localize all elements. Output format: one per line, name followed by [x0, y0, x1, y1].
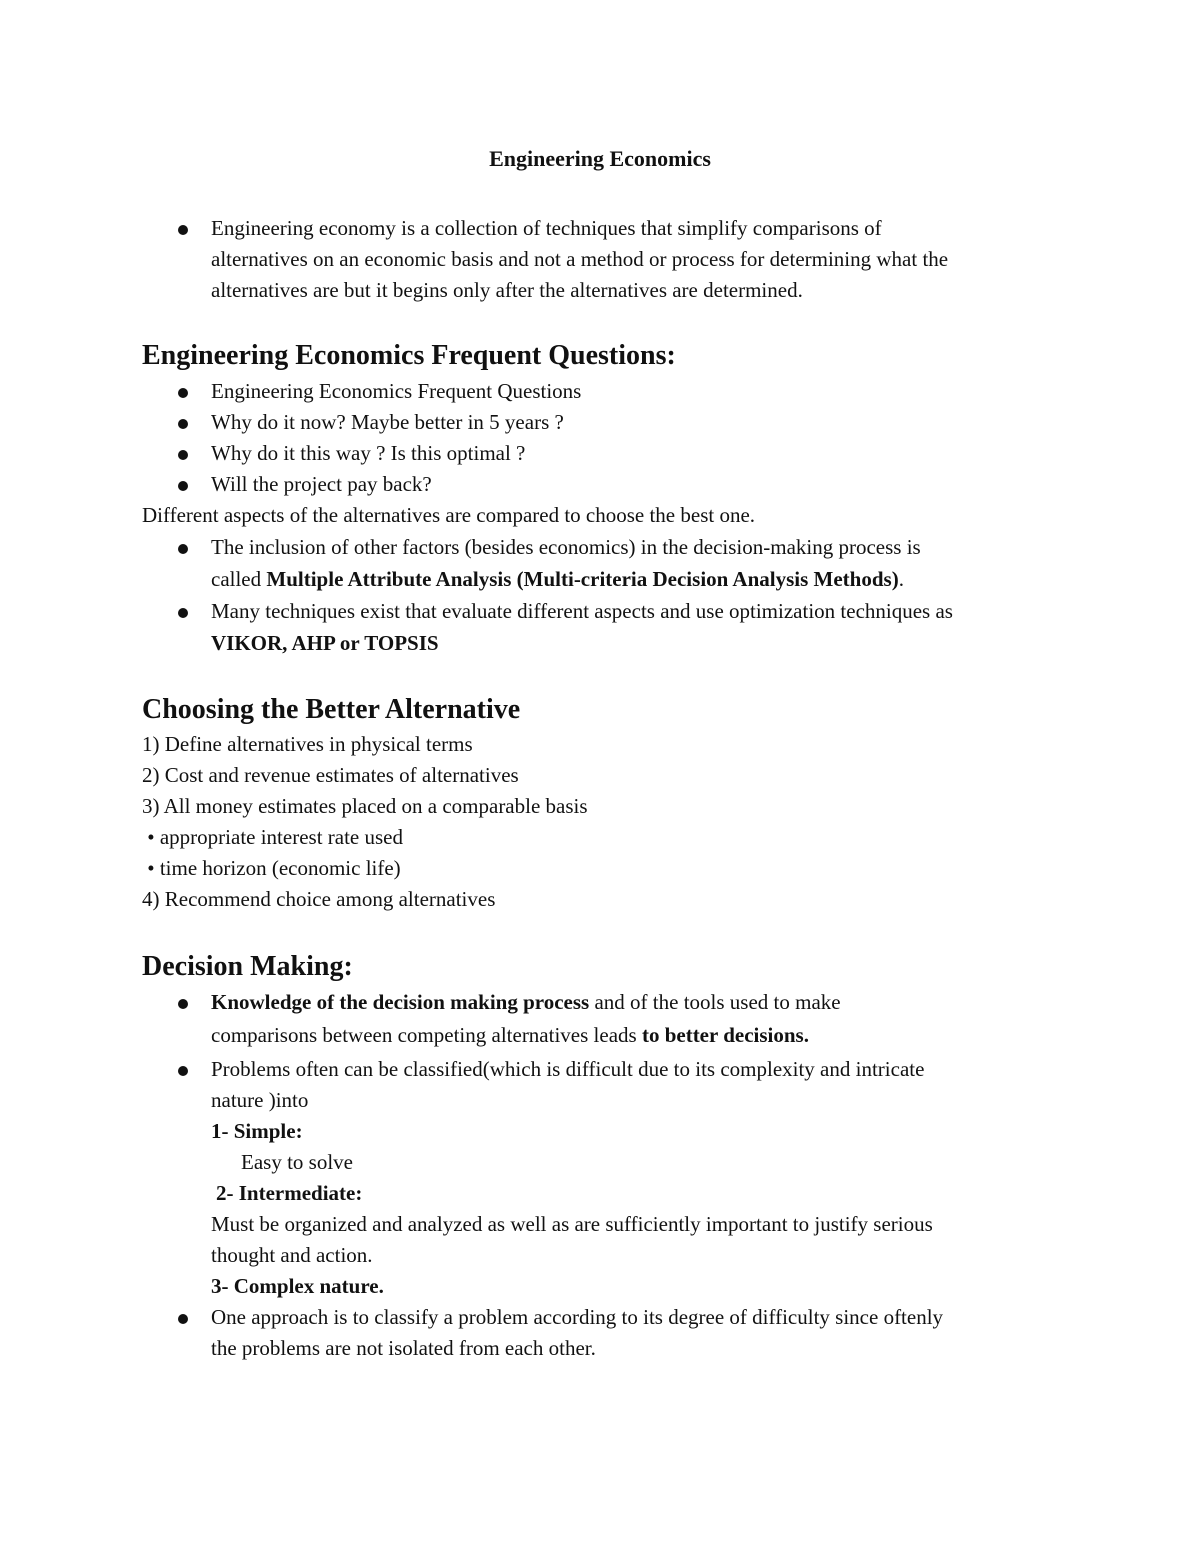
mcda-suffix: .	[898, 567, 904, 591]
faq-heading: Engineering Economics Frequent Questions:	[142, 340, 676, 371]
simple-desc: Easy to solve	[241, 1150, 353, 1174]
mcda-prefix: called	[211, 567, 267, 591]
intermediate-line-1: Must be organized and analyzed as well as are sufficiently important to justify serious	[211, 1212, 933, 1236]
knowledge-line-1	[211, 987, 841, 1018]
choosing-step: 2) Cost and revenue estimates of alternatives	[142, 763, 519, 787]
decision-heading: Decision Making:	[142, 951, 353, 982]
intro-line-3: alternatives are but it begins only after the alternatives are determined.	[211, 278, 803, 302]
knowledge-bold: Knowledge of the decision making process	[211, 990, 590, 1014]
knowledge-line2-bold: to better decisions.	[641, 1023, 809, 1047]
document-title: Engineering Economics	[489, 146, 711, 171]
problems-line-2: nature )into	[211, 1088, 309, 1112]
bullet-icon	[178, 419, 188, 429]
techniques-line-1: Many techniques exist that evaluate different aspects and use optimization techniques as	[211, 599, 953, 623]
choosing-step: 1) Define alternatives in physical terms	[142, 732, 473, 756]
intro-line-2: alternatives on an economic basis and not a method or process for determining what the	[211, 247, 949, 271]
knowledge-line-2	[211, 1020, 809, 1051]
simple-label: 1- Simple:	[211, 1119, 303, 1143]
bullet-icon	[178, 388, 188, 398]
choosing-step: 4) Recommend choice among alternatives	[142, 887, 496, 911]
approach-line-1: One approach is to classify a problem according to its degree of difficulty since oftenly	[211, 1305, 944, 1329]
bullet-icon	[178, 999, 188, 1009]
knowledge-rest: and of the tools used to make	[589, 990, 841, 1014]
approach-line-2: the problems are not isolated from each other.	[211, 1336, 596, 1360]
choosing-step: 3) All money estimates placed on a comparable basis	[142, 794, 588, 818]
faq-item: Why do it now? Maybe better in 5 years ?	[211, 410, 564, 434]
choosing-sub-item: • appropriate interest rate used	[142, 825, 403, 849]
mcda-bold-term: Multiple Attribute Analysis (Multi-criteria Decision Analysis Methods)	[266, 567, 899, 591]
bullet-icon	[178, 481, 188, 491]
techniques-line-2	[211, 628, 439, 659]
faq-item: Engineering Economics Frequent Questions	[211, 379, 582, 403]
bullet-icon	[178, 608, 188, 618]
intermediate-line-2: thought and action.	[211, 1243, 373, 1267]
knowledge-line2-text: comparisons between competing alternatives leads	[211, 1023, 642, 1047]
bullet-icon	[178, 450, 188, 460]
techniques-bold: VIKOR, AHP or TOPSIS	[211, 631, 439, 655]
faq-paragraph: Different aspects of the alternatives are compared to choose the best one.	[142, 503, 756, 527]
bullet-icon	[178, 225, 188, 235]
intermediate-label: 2- Intermediate:	[216, 1181, 363, 1205]
faq-item: Why do it this way ? Is this optimal ?	[211, 441, 526, 465]
problems-line-1: Problems often can be classified(which is difficult due to its complexity and intricate	[211, 1057, 925, 1081]
faq-item: Will the project pay back?	[211, 472, 432, 496]
intro-line-1: Engineering economy is a collection of techniques that simplify comparisons of	[211, 216, 882, 240]
bullet-icon	[178, 544, 188, 554]
mcda-line-2	[211, 564, 904, 595]
bullet-icon	[178, 1314, 188, 1324]
bullet-icon	[178, 1066, 188, 1076]
complex-label: 3- Complex nature.	[211, 1274, 384, 1298]
choosing-heading: Choosing the Better Alternative	[142, 694, 521, 725]
choosing-sub-item: • time horizon (economic life)	[142, 856, 401, 880]
mcda-line-1: The inclusion of other factors (besides economics) in the decision-making process is	[211, 535, 921, 559]
